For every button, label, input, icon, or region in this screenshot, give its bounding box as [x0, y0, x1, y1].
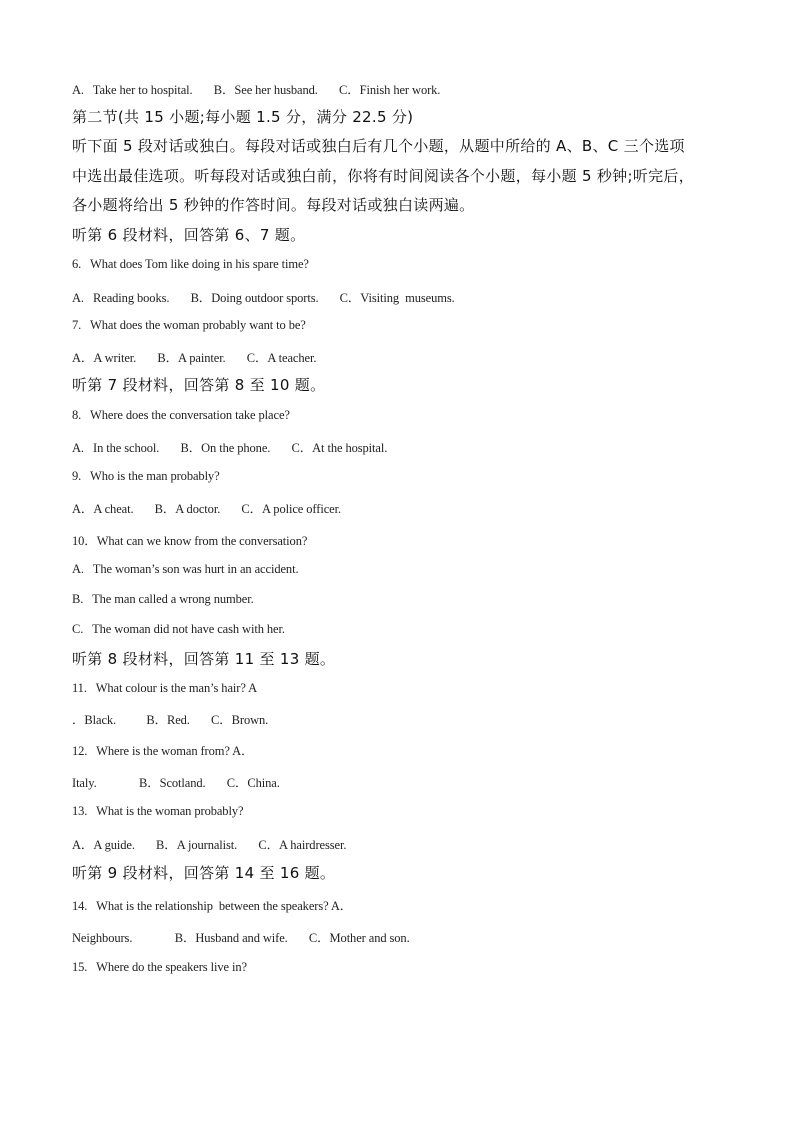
instructions-line-2: 中选出最佳选项。听每段对话或独白前，你将有时间阅读各个小题，每小题 5 秒钟;听完后， [72, 167, 695, 185]
passage-6-heading: 听第 6 段材料，回答第 6、7 题。 [72, 226, 306, 244]
instructions-line-3: 各小题将给出 5 秒钟的作答时间。每段对话或独白读两遍。 [72, 196, 475, 214]
passage-9-heading: 听第 9 段材料，回答第 14 至 16 题。 [72, 864, 336, 882]
question-8: 8. Where does the conversation take place? [72, 408, 290, 422]
question-14-options: Neighbours. B．Husband and wife. C．Mother and son. [72, 931, 410, 945]
passage-7-heading: 听第 7 段材料，回答第 8 至 10 题。 [72, 376, 326, 394]
question-7: 7. What does the woman probably want to be? [72, 318, 306, 332]
question-9: 9. Who is the man probably? [72, 469, 220, 483]
question-10-option-b: B. The man called a wrong number. [72, 592, 254, 606]
question-7-options: A．A writer. B．A painter. C．A teacher. [72, 351, 317, 365]
question-14: 14. What is the relationship between the speakers? A． [72, 899, 353, 913]
question-10: 10．What can we know from the conversation? [72, 534, 308, 548]
question-15: 15. Where do the speakers live in? [72, 960, 247, 974]
question-13-options: A．A guide. B．A journalist. C．A hairdresser. [72, 838, 347, 852]
question-8-options: A. In the school. B．On the phone. C．At the hospital. [72, 441, 388, 455]
question-12: 12. Where is the woman from? A． [72, 744, 254, 758]
question-10-option-a: A. The woman’s son was hurt in an accident. [72, 562, 299, 576]
instructions-line-1: 听下面 5 段对话或独白。每段对话或独白后有几个小题，从题中所给的 A、B、C 三个选项 [72, 137, 685, 155]
section-heading: 第二节(共 15 小题;每小题 1.5 分，满分 22.5 分) [72, 108, 414, 126]
question-11: 11. What colour is the man’s hair? A [72, 681, 258, 695]
question-6: 6. What does Tom like doing in his spare time? [72, 257, 309, 271]
question-6-options: A. Reading books. B．Doing outdoor sports. C．Visiting museums. [72, 291, 455, 305]
question-11-options: ．Black. B．Red. C．Brown. [72, 713, 269, 727]
question-9-options: A．A cheat. B．A doctor. C．A police officer. [72, 502, 341, 516]
q5-options: A. Take her to hospital. B．See her husband. C．Finish her work. [72, 83, 441, 97]
passage-8-heading: 听第 8 段材料，回答第 11 至 13 题。 [72, 650, 336, 668]
question-12-options: Italy. B．Scotland. C．China. [72, 776, 280, 790]
question-13: 13. What is the woman probably? [72, 804, 244, 818]
question-10-option-c: C. The woman did not have cash with her. [72, 622, 285, 636]
